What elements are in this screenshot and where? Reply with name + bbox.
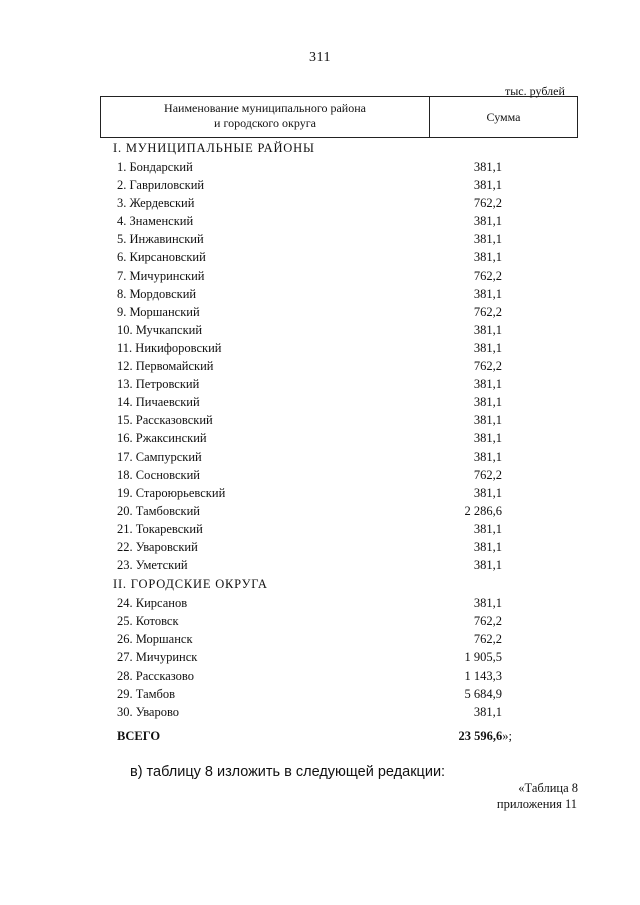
table-row: [0, 594, 640, 612]
row-name: 15. Рассказовский: [117, 413, 213, 428]
row-value: 381,1: [473, 431, 502, 446]
row-value: 381,1: [473, 160, 502, 174]
row-value: 381,1: [473, 232, 502, 247]
table-row: [0, 375, 640, 393]
row-name: 1. Бондарский: [117, 160, 193, 174]
row-name: 2. Гавриловский: [117, 178, 205, 193]
row-name: 21. Токаревский: [117, 521, 203, 536]
row-name: 18. Сосновский: [117, 467, 200, 482]
row-name: 11. Никифоровский: [117, 340, 222, 355]
table-row: [0, 630, 640, 648]
row-value: 1 143,3: [464, 668, 502, 683]
table-row: [0, 230, 640, 248]
row-value: 381,1: [473, 704, 502, 719]
row-value: 1 905,5: [464, 650, 502, 665]
total-value-wrap: [459, 727, 512, 745]
table-row: [0, 703, 640, 721]
row-name: 23. Уметский: [117, 558, 188, 573]
row-name: 17. Сампурский: [117, 449, 202, 464]
units-label: тыс. рублей: [505, 84, 565, 98]
row-value: 381,1: [473, 377, 502, 392]
row-value: 381,1: [473, 413, 502, 428]
table-header: [100, 96, 578, 138]
header-name-cell: [100, 97, 430, 137]
table-body: [0, 138, 640, 721]
header-name-line2: и городского округа: [214, 116, 316, 130]
row-value: 762,2: [473, 632, 502, 647]
total-label: ВСЕГО: [117, 729, 161, 743]
row-value: 381,1: [473, 340, 502, 355]
row-name: 20. Тамбовский: [117, 503, 200, 518]
row-name: 24. Кирсанов: [117, 596, 188, 611]
row-value: 762,2: [473, 359, 502, 374]
table-row: [0, 158, 640, 176]
row-name: 26. Моршанск: [117, 632, 193, 647]
row-value: 5 684,9: [464, 686, 502, 701]
table-caption: [497, 780, 578, 812]
row-value: 381,1: [473, 558, 502, 573]
section-title: I. МУНИЦИПАЛЬНЫЕ РАЙОНЫ: [113, 141, 315, 155]
table-row: [0, 612, 640, 630]
table-row: [0, 411, 640, 429]
total-value: 23 596,6: [458, 729, 503, 743]
header-name-line1: Наименование муниципального района: [164, 101, 366, 115]
table-row: [0, 685, 640, 703]
row-value: 381,1: [473, 250, 502, 265]
table-row: [0, 520, 640, 538]
row-name: 27. Мичуринск: [117, 650, 198, 665]
section-title: II. ГОРОДСКИЕ ОКРУГА: [113, 577, 268, 592]
instruction-text: в) таблицу 8 изложить в следующей редакции:: [130, 764, 446, 780]
header-sum-cell: Сумма: [430, 97, 578, 137]
caption-line1: «Таблица 8: [518, 781, 578, 795]
row-name: 10. Мучкапский: [117, 322, 203, 337]
table-row: [0, 484, 640, 502]
table-row: [0, 429, 640, 447]
row-name: 22. Уваровский: [117, 539, 198, 554]
table-row: [0, 502, 640, 520]
table-row: [0, 393, 640, 411]
table-row: [0, 667, 640, 685]
table-row: [0, 538, 640, 556]
table-row: [0, 176, 640, 194]
table-row: [0, 194, 640, 212]
caption-line2: приложения 11: [496, 797, 577, 811]
table-row: [0, 339, 640, 357]
row-value: 762,2: [473, 304, 502, 319]
table-row: [0, 357, 640, 375]
row-value: 381,1: [473, 322, 502, 337]
row-name: 9. Моршанский: [117, 304, 200, 319]
table-row: [0, 556, 640, 574]
row-name: 25. Котовск: [117, 614, 179, 629]
row-name: 13. Петровский: [117, 377, 200, 392]
row-value: 762,2: [473, 614, 502, 629]
table-row: [0, 448, 640, 466]
total-row: [0, 727, 640, 745]
row-name: 16. Ржаксинский: [117, 431, 207, 446]
row-value: 762,2: [473, 268, 502, 283]
row-name: 28. Рассказово: [117, 668, 194, 683]
row-value: 381,1: [473, 521, 502, 536]
table-row: [0, 648, 640, 666]
row-name: 19. Староюрьевский: [117, 485, 226, 500]
row-value: 381,1: [473, 596, 502, 611]
row-value: 381,1: [473, 214, 502, 229]
row-value: 762,2: [473, 467, 502, 482]
row-name: 7. Мичуринский: [117, 268, 205, 283]
page-number: 311: [309, 50, 331, 65]
row-value: 381,1: [473, 395, 502, 410]
row-value: 381,1: [473, 449, 502, 464]
row-name: 12. Первомайский: [117, 359, 214, 374]
table-row: [0, 212, 640, 230]
row-value: 381,1: [473, 286, 502, 301]
table-row: [0, 303, 640, 321]
row-name: 6. Кирсановский: [117, 250, 206, 265]
row-name: 3. Жердевский: [117, 196, 195, 211]
table-row: [0, 466, 640, 484]
row-value: 381,1: [473, 178, 502, 193]
row-name: 30. Уварово: [117, 704, 180, 719]
table-row: [0, 321, 640, 339]
table-row: [0, 248, 640, 266]
table-row: [0, 267, 640, 285]
row-name: 5. Инжавинский: [117, 232, 204, 247]
row-value: 381,1: [473, 539, 502, 554]
row-value: 381,1: [473, 485, 502, 500]
row-name: 4. Знаменский: [117, 214, 194, 229]
table-row: [0, 285, 640, 303]
row-name: 14. Пичаевский: [117, 395, 200, 410]
row-value: 2 286,6: [464, 503, 502, 518]
total-suffix: »;: [502, 729, 512, 743]
row-name: 29. Тамбов: [117, 686, 176, 701]
row-value: 762,2: [473, 196, 502, 211]
row-name: 8. Мордовский: [117, 286, 197, 301]
